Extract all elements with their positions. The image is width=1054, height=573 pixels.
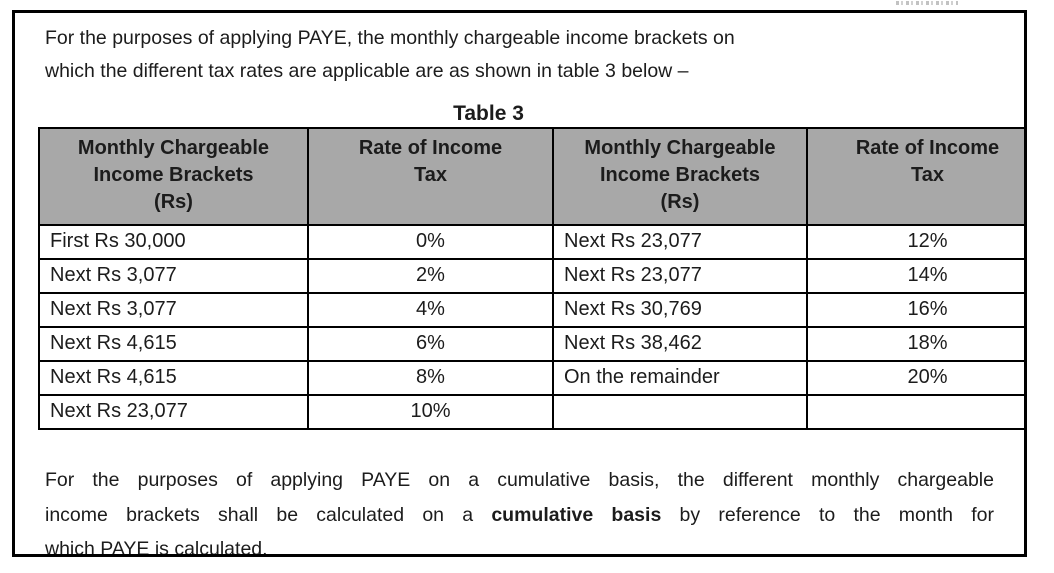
rate-cell: 6% bbox=[308, 327, 553, 361]
text-segment: which PAYE is calculated. bbox=[45, 538, 268, 557]
rate-cell: 4% bbox=[308, 293, 553, 327]
bracket-cell: Next Rs 23,077 bbox=[553, 225, 807, 259]
bracket-cell: On the remainder bbox=[553, 361, 807, 395]
header-line: Rate of Income bbox=[358, 137, 503, 159]
table-title: Table 3 bbox=[453, 102, 524, 125]
table-header-row bbox=[39, 128, 1027, 225]
rate-cell: 8% bbox=[308, 361, 553, 395]
table-row bbox=[39, 293, 1027, 327]
header-line: Tax bbox=[414, 164, 447, 186]
closing-paragraph-line bbox=[45, 498, 994, 533]
header-line: Income Brackets bbox=[599, 164, 761, 186]
table-row bbox=[39, 395, 1027, 429]
bracket-cell: Next Rs 3,077 bbox=[39, 259, 308, 293]
header-rate-of-income-tax-left bbox=[308, 128, 553, 225]
rate-cell bbox=[807, 395, 1027, 429]
text-segment: For the purposes of applying PAYE on a cumulative basis, the different monthly chargeable bbox=[45, 469, 994, 491]
text-segment: income brackets shall be calculated on a bbox=[45, 503, 492, 526]
header-line: Income Brackets bbox=[93, 164, 254, 186]
header-line: Monthly Chargeable bbox=[584, 137, 776, 159]
rate-cell: 12% bbox=[807, 225, 1027, 259]
closing-paragraph-line bbox=[45, 532, 994, 557]
closing-paragraph bbox=[45, 463, 994, 557]
rate-cell: 2% bbox=[308, 259, 553, 293]
intro-paragraph bbox=[45, 22, 994, 88]
header-line: Monthly Chargeable bbox=[77, 137, 270, 159]
tax-brackets-table bbox=[38, 127, 1027, 430]
table-row bbox=[39, 327, 1027, 361]
header-monthly-chargeable-left bbox=[39, 128, 308, 225]
intro-paragraph-line: which the different tax rates are applicable are as shown in table 3 below – bbox=[45, 60, 689, 82]
bracket-cell: Next Rs 4,615 bbox=[39, 327, 308, 361]
bracket-cell: Next Rs 4,615 bbox=[39, 361, 308, 395]
header-line: Tax bbox=[911, 164, 944, 186]
content-frame bbox=[12, 10, 1027, 557]
bracket-cell: First Rs 30,000 bbox=[39, 225, 308, 259]
header-line: Rate of Income bbox=[855, 137, 1000, 159]
rate-cell: 16% bbox=[807, 293, 1027, 327]
table-row bbox=[39, 361, 1027, 395]
bracket-cell: Next Rs 38,462 bbox=[553, 327, 807, 361]
bracket-cell: Next Rs 3,077 bbox=[39, 293, 308, 327]
intro-paragraph-line: For the purposes of applying PAYE, the monthly chargeable income brackets on bbox=[45, 27, 735, 49]
bracket-cell: Next Rs 30,769 bbox=[553, 293, 807, 327]
closing-paragraph-line bbox=[45, 463, 994, 498]
bracket-cell: Next Rs 23,077 bbox=[553, 259, 807, 293]
header-line: (Rs) bbox=[154, 191, 193, 213]
table-row bbox=[39, 225, 1027, 259]
bracket-cell: Next Rs 23,077 bbox=[39, 395, 308, 429]
text-segment: by reference to the month for bbox=[661, 503, 994, 526]
header-rate-of-income-tax-right bbox=[807, 128, 1027, 225]
bracket-cell bbox=[553, 395, 807, 429]
rate-cell: 14% bbox=[807, 259, 1027, 293]
table-row bbox=[39, 259, 1027, 293]
bold-text-segment: cumulative basis bbox=[491, 503, 662, 526]
rate-cell: 18% bbox=[807, 327, 1027, 361]
rate-cell: 0% bbox=[308, 225, 553, 259]
clipped-text-artifact bbox=[896, 1, 958, 5]
rate-cell: 20% bbox=[807, 361, 1027, 395]
header-line: (Rs) bbox=[660, 191, 700, 213]
header-monthly-chargeable-right bbox=[553, 128, 807, 225]
rate-cell: 10% bbox=[308, 395, 553, 429]
